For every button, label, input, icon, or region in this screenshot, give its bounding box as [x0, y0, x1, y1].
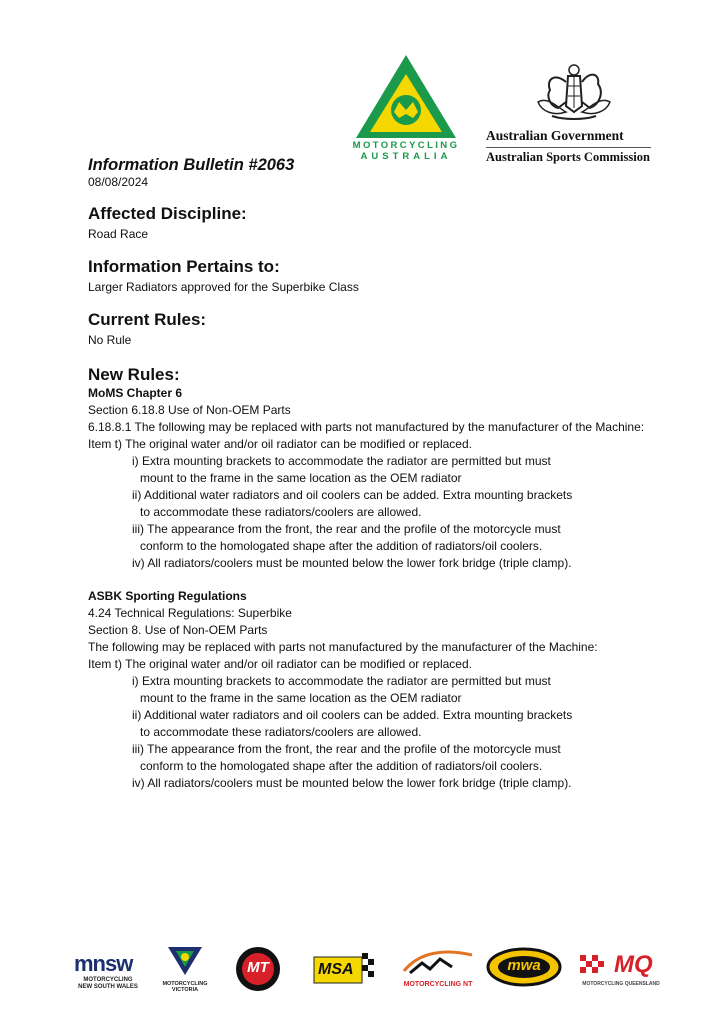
ma-logo-line2: AUSTRALIA	[360, 151, 452, 162]
moms-item-text: iv) All radiators/coolers must be mounted below the lower fork bridge (triple clamp).	[132, 556, 572, 570]
vic-caption2: VICTORIA	[171, 987, 199, 993]
asbk-item-text: ii) Additional water radiators and oil coolers can be added. Extra mounting brackets	[132, 708, 573, 722]
asbk-subheading: ASBK Sporting Regulations	[88, 589, 247, 603]
moms-item-continuation: mount to the frame in the same location as the OEM radiator	[140, 471, 462, 485]
moms-item	[88, 521, 648, 555]
nt-swoosh-icon	[400, 945, 476, 977]
bulletin-content	[88, 155, 648, 792]
msa-logo-text: MSA	[318, 961, 354, 978]
motorcycling-queensland-logo	[580, 945, 662, 995]
mq-check-icon	[580, 955, 614, 981]
asbk-item-continuation: conform to the homologated shape after the addition of radiators/oil coolers.	[140, 759, 543, 773]
ma-triangle-icon	[352, 52, 460, 142]
asbk-item	[88, 673, 648, 707]
moms-item-text: ii) Additional water radiators and oil coolers can be added. Extra mounting brackets	[132, 488, 573, 502]
current-body: No Rule	[88, 333, 132, 347]
moms-item	[88, 555, 648, 572]
asbk-line: Item t) The original water and/or oil radiator can be modified or replaced.	[88, 657, 472, 671]
moms-item	[88, 487, 648, 521]
header-logos	[0, 52, 724, 162]
moms-line: Item t) The original water and/or oil radiator can be modified or replaced.	[88, 437, 472, 451]
moms-block	[88, 385, 648, 572]
vic-logo-icon	[160, 945, 210, 979]
bulletin-date: 08/08/2024	[88, 175, 149, 189]
moms-item-text: iii) The appearance from the front, the rear and the profile of the motorcycle must	[132, 522, 561, 536]
mwa-logo-text: mwa	[507, 957, 541, 974]
msw-logo-text: mnsw	[74, 951, 133, 976]
australian-government-logo	[486, 62, 656, 162]
gov-line2: Australian Sports Commission	[486, 150, 650, 164]
bulletin-title: Information Bulletin #2063	[88, 156, 295, 174]
moms-item-text: i) Extra mounting brackets to accommodate the radiator are permitted but must	[132, 454, 551, 468]
moms-item-continuation: to accommodate these radiators/coolers are allowed.	[140, 505, 422, 519]
asbk-item-continuation: mount to the frame in the same location as the OEM radiator	[140, 691, 462, 705]
tas-logo-text: MT	[247, 959, 269, 976]
vic-caption1: MOTORCYCLING	[162, 981, 208, 987]
asbk-item	[88, 707, 648, 741]
motorcycling-nsw-logo	[72, 945, 144, 995]
mq-caption: MOTORCYCLING QUEENSLAND	[582, 981, 660, 987]
asbk-item-continuation: to accommodate these radiators/coolers are allowed.	[140, 725, 422, 739]
new-rules-heading: New Rules:	[88, 365, 180, 384]
gov-divider	[486, 147, 651, 148]
affected-body: Road Race	[88, 227, 149, 241]
motorcycling-nt-logo	[400, 945, 476, 995]
mq-logo-text: MQ	[614, 951, 653, 978]
affected-heading: Affected Discipline:	[88, 204, 247, 223]
moms-line: 6.18.8.1 The following may be replaced with parts not manufactured by the manufacturer of the Machine:	[88, 420, 645, 434]
asbk-line: 4.24 Technical Regulations: Superbike	[88, 606, 292, 620]
pertains-body: Larger Radiators approved for the Superbike Class	[88, 280, 359, 294]
asbk-item	[88, 775, 648, 792]
asbk-line: Section 8. Use of Non-OEM Parts	[88, 623, 268, 637]
asbk-item-text: iv) All radiators/coolers must be mounted below the lower fork bridge (triple clamp).	[132, 776, 572, 790]
asbk-item	[88, 741, 648, 775]
ma-logo-line1: MOTORCYCLING	[352, 140, 460, 151]
footer-logos	[72, 945, 662, 1000]
motorcycling-victoria-logo	[160, 945, 210, 995]
motorcycling-tasmania-logo	[234, 945, 282, 995]
nt-caption: MOTORCYCLING NT	[403, 981, 473, 988]
msa-logo	[312, 945, 380, 995]
moms-item	[88, 453, 648, 487]
moms-item-continuation: conform to the homologated shape after the addition of radiators/oil coolers.	[140, 539, 543, 553]
moms-line: Section 6.18.8 Use of Non-OEM Parts	[88, 403, 291, 417]
asbk-item-text: iii) The appearance from the front, the rear and the profile of the motorcycle must	[132, 742, 561, 756]
msw-caption1: MOTORCYCLING	[83, 977, 133, 983]
asbk-block	[88, 588, 648, 792]
gov-line1: Australian Government	[486, 128, 624, 143]
moms-subheading: MoMS Chapter 6	[88, 386, 183, 400]
asbk-item-text: i) Extra mounting brackets to accommodate the radiator are permitted but must	[132, 674, 551, 688]
coat-of-arms-icon	[524, 62, 624, 124]
asbk-line: The following may be replaced with parts not manufactured by the manufacturer of the Machine:	[88, 640, 598, 654]
pertains-heading: Information Pertains to:	[88, 257, 280, 276]
msw-caption2: NEW SOUTH WALES	[78, 984, 138, 990]
motorcycling-australia-logo	[352, 52, 460, 162]
current-heading: Current Rules:	[88, 310, 207, 329]
motorcycling-wa-logo	[486, 945, 562, 995]
